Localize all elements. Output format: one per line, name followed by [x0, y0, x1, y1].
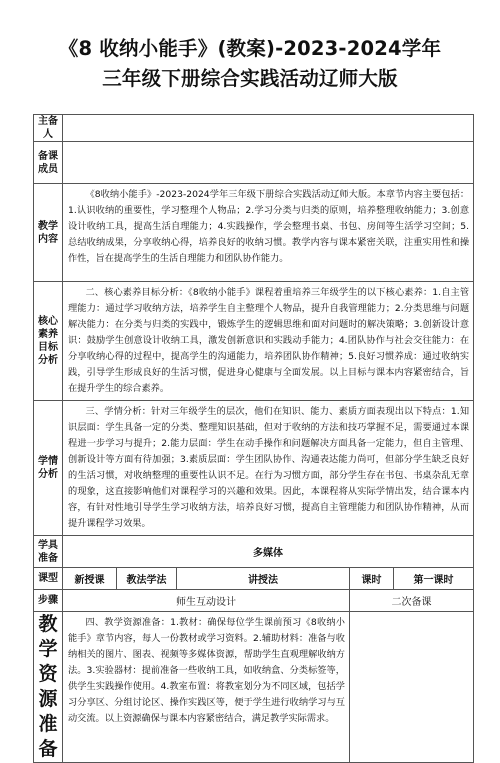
- title-line-1: 《8 收纳小能手》(教案)-2023-2024学年: [58, 37, 442, 60]
- prep-value: 多媒体: [63, 536, 474, 568]
- row-prep: [34, 536, 474, 568]
- secondary-header: 二次备课: [350, 590, 474, 612]
- learner-label: 学情分析: [34, 401, 63, 536]
- row-type: [34, 568, 474, 590]
- period-label: 课时: [350, 568, 394, 590]
- row-steps: [34, 590, 474, 612]
- lesson-plan-table: [33, 114, 474, 763]
- literacy-text-cell: [63, 282, 474, 401]
- learner-text: 三、学情分析：针对三年级学生的层次，他们在知识、能力、素质方面表现出以下特点：1.知识层面：学生具备一定的分类、整理知识基础，但对于收纳的方法和技巧掌握不足，需要通过本课程进一步学习与提升；2.能力层面：学生在动手操作和问题解决方面具备一定能力，但自主管理、创新设计等方面有待加强；3.素质层面：学生团队协作、沟通表达能力尚可，但部分学生缺乏良好的生活习惯，对收纳整理的重要性认识不足。在行为习惯方面，部分学生存在书包、书桌杂乱无章的现象，这直接影响他们对课程学习的兴趣和效果。因此，本课程将从实际学情出发，结合课本内容，有针对性地引导学生学习收纳方法，培养良好习惯，提高自主管理能力和团队协作精神，从而提升课程学习效果。: [68, 406, 470, 529]
- row-learner: [34, 401, 474, 536]
- lesson-type-value: 新授课: [63, 568, 117, 590]
- resources-text: 四、教学资源准备：1.教材：确保每位学生课前预习《8收纳小能手》章节内容，每人一份教材或学习资料。2.辅助材料：准备与收纳相关的图片、图表、视频等多媒体资源，帮助学生直观理解收纳方法。3.实验器材：提前准备一些收纳工具，如收纳盒、分类标签等，供学生实践操作使用。4.教室布置：将教室划分为不同区域，包括学习分享区、分组讨论区、操作实践区等，便于学生进行收纳学习与互动交流。以上资源确保与课本内容紧密结合，满足教学实际需求。: [68, 617, 345, 724]
- lesson-members-value: [63, 142, 474, 184]
- literacy-text: 二、核心素养目标分析：《8收纳小能手》课程着重培养三年级学生的以下核心素养：1.自主管理能力：通过学习收纳方法，培养学生自主整理个人物品，提升自我管理能力；2.分类思维与问题解决能力：在分类与归类的实践中，锻炼学生的逻辑思维和面对问题时的解决策略；3.创新设计意识：鼓励学生创意设计收纳工具，激发创新意识和实践动手能力；4.团队协作与社会交往能力：在分享收纳心得的过程中，提高学生的沟通能力，培养团队协作精神；5.良好习惯养成：通过收纳实践，引导学生形成良好的生活习惯，促进身心健康与全面发展。以上目标与课本内容紧密结合，旨在提升学生的综合素养。: [68, 287, 470, 394]
- lesson-members-label: 备课成员: [34, 142, 63, 184]
- content-text: 《8收纳小能手》-2023-2024学年三年级下册综合实践活动辽师大版。本章节内容主要包括：1.认识收纳的重要性，学习整理个人物品；2.学习分类与归类的原则，培养整理收纳能力；3.创意设计收纳工具，提高生活自理能力；4.实践操作，学会整理书桌、书包、房间等生活学习空间；5.总结收纳成果，分享收纳心得，培养良好的收纳习惯。教学内容与课本紧密关联，注重实用性和操作性，旨在提高学生的生活自理能力和团队协作能力。: [68, 189, 470, 264]
- row-lesson-members: [34, 142, 474, 184]
- literacy-label: 核心素养目标分析: [34, 282, 63, 401]
- resources-label: 教学资源准备: [34, 612, 63, 763]
- document-title: [20, 34, 480, 94]
- resources-secondary-cell: [350, 612, 474, 763]
- design-header: 师生互动设计: [63, 590, 350, 612]
- period-value: 第一课时: [394, 568, 474, 590]
- steps-label: 步骤: [34, 590, 63, 612]
- row-resources: [34, 612, 474, 763]
- type-label: 课型: [34, 568, 63, 590]
- method-label: 教法学法: [117, 568, 177, 590]
- resources-text-cell: [63, 612, 350, 763]
- row-preparer: [34, 115, 474, 142]
- title-line-2: 三年级下册综合实践活动辽师大版: [102, 67, 398, 90]
- prep-label: 学具准备: [34, 536, 63, 568]
- content-text-cell: [63, 184, 474, 282]
- preparer-label: 主备人: [34, 115, 63, 142]
- content-label: 教学内容: [34, 184, 63, 282]
- learner-text-cell: [63, 401, 474, 536]
- method-value: 讲授法: [177, 568, 350, 590]
- row-content: [34, 184, 474, 282]
- row-literacy: [34, 282, 474, 401]
- preparer-value: [63, 115, 474, 142]
